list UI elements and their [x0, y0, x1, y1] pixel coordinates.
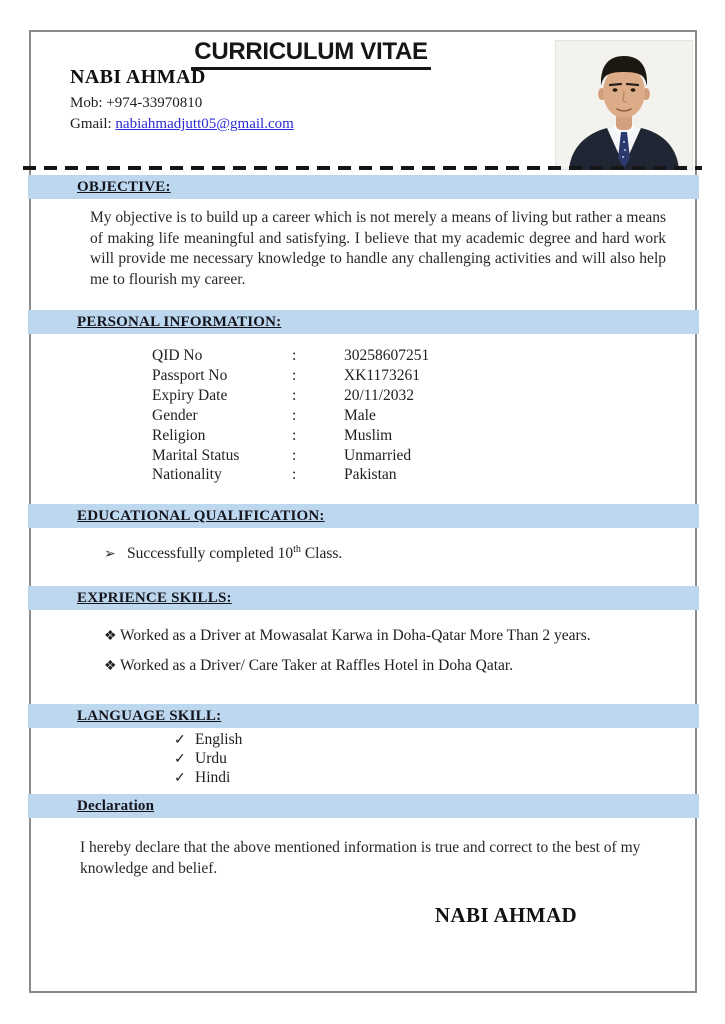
- experience-heading-bar: [28, 586, 699, 610]
- cv-page: [29, 30, 697, 993]
- language-item-text: English: [195, 731, 243, 748]
- personal-info-row: [152, 465, 429, 485]
- personal-info-label: Gender: [152, 406, 198, 424]
- personal-info-label: Nationality: [152, 466, 222, 484]
- experience-heading: EXPRIENCE SKILLS:: [77, 590, 232, 606]
- personal-info-separator: :: [292, 386, 297, 404]
- personal-info-label: Expiry Date: [152, 386, 228, 404]
- ordinal-superscript: th: [293, 544, 301, 555]
- email-line: [70, 116, 294, 133]
- mobile-number: +974-33970810: [106, 95, 203, 111]
- declaration-heading-bar: [28, 794, 699, 818]
- language-heading-bar: [28, 704, 699, 728]
- diamond-bullet-icon: ❖: [104, 659, 117, 674]
- education-heading-bar: [28, 504, 699, 528]
- personal-info-row: [152, 346, 429, 366]
- experience-item-text: Worked as a Driver/ Care Taker at Raffles Hotel in Doha Qatar.: [120, 657, 514, 674]
- checkmark-icon: ✓: [174, 751, 186, 767]
- declaration-heading: Declaration: [77, 798, 155, 814]
- objective-heading: OBJECTIVE:: [77, 179, 171, 195]
- language-list: [174, 731, 242, 787]
- personal-info-label: Passport No: [152, 366, 228, 384]
- personal-info-separator: :: [292, 446, 297, 464]
- candidate-name: NABI AHMAD: [70, 66, 206, 88]
- declaration-text: I hereby declare that the above mentioned information is true and correct to the best of my knowledge and belief.: [80, 839, 641, 877]
- personal-info-value: Pakistan: [344, 466, 397, 484]
- personal-info-heading: PERSONAL INFORMATION:: [77, 314, 282, 330]
- experience-item: [104, 657, 684, 675]
- personal-info-row: [152, 406, 429, 426]
- education-item: [104, 544, 342, 563]
- dashed-separator: [23, 166, 702, 170]
- education-item-text: Successfully completed 10th Class.: [127, 544, 343, 563]
- language-item: [174, 731, 242, 750]
- page-title: CURRICULUM VITAE: [191, 38, 430, 70]
- personal-info-label: QID No: [152, 347, 203, 364]
- personal-info-separator: :: [292, 406, 297, 424]
- mobile-label: Mob:: [70, 95, 103, 111]
- personal-info-row: [152, 426, 429, 446]
- language-item: [174, 750, 242, 769]
- education-heading: EDUCATIONAL QUALIFICATION:: [77, 508, 325, 524]
- language-item: [174, 769, 242, 788]
- personal-info-label: Religion: [152, 426, 206, 444]
- personal-info-separator: :: [292, 466, 297, 484]
- experience-list: [104, 627, 684, 687]
- personal-info-value: XK1173261: [344, 366, 421, 384]
- personal-info-separator: :: [292, 366, 297, 384]
- signature-name: NABI AHMAD: [434, 903, 578, 927]
- experience-item: [104, 627, 684, 645]
- personal-info-table: [152, 346, 429, 485]
- personal-info-value: Unmarried: [344, 446, 412, 464]
- language-item-text: Urdu: [195, 749, 227, 767]
- personal-info-value: Muslim: [344, 426, 393, 444]
- experience-item-text: Worked as a Driver at Mowasalat Karwa in Doha-Qatar More Than 2 years.: [120, 627, 591, 644]
- personal-info-label: Marital Status: [152, 446, 240, 464]
- diamond-bullet-icon: ❖: [104, 629, 117, 644]
- personal-info-heading-bar: [28, 310, 699, 334]
- personal-info-row: [152, 386, 429, 406]
- email-link[interactable]: nabiahmadjutt05@gmail.com: [115, 116, 294, 132]
- profile-photo: [555, 40, 693, 170]
- mobile-line: [70, 95, 202, 112]
- personal-info-row: [152, 366, 429, 386]
- personal-info-separator: :: [292, 347, 297, 364]
- language-heading: LANGUAGE SKILL:: [77, 708, 222, 724]
- objective-heading-bar: [28, 175, 699, 199]
- personal-info-separator: :: [292, 426, 297, 444]
- objective-text: My objective is to build up a career which is not merely a means of living but rather a means of making life meaningful and satisfying. I believe that my academic degree and hard work will provide me necessary knowledge to handle any challenging activities and will also help me to flourish my career.: [90, 209, 666, 288]
- personal-info-value: 30258607251: [344, 347, 430, 364]
- checkmark-icon: ✓: [174, 733, 186, 748]
- checkmark-icon: ✓: [174, 770, 186, 786]
- language-item-text: Hindi: [195, 768, 231, 786]
- personal-info-value: 20/11/2032: [344, 386, 415, 404]
- arrow-bullet-icon: ➢: [104, 547, 116, 563]
- personal-info-value: Male: [344, 406, 376, 424]
- personal-info-row: [152, 446, 429, 466]
- email-label: Gmail:: [70, 116, 112, 132]
